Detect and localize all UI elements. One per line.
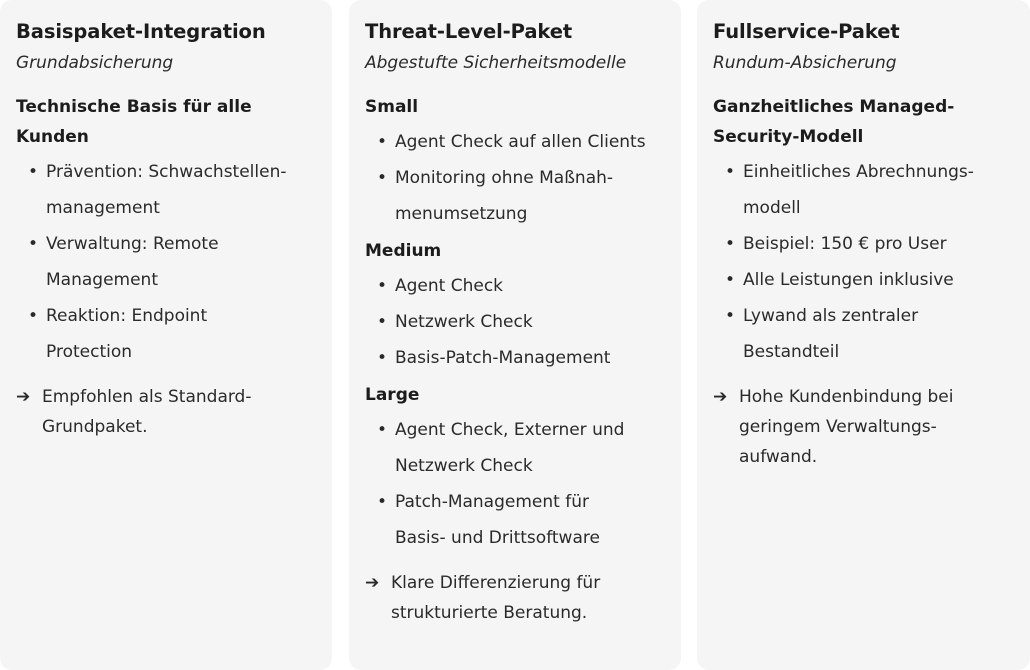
list-item-line: Agent Check, Externer und [395,420,625,440]
tier-heading-small: Small [365,97,419,117]
package-title: Basispaket-Integration [16,20,266,43]
section-heading [713,92,1014,152]
arrow-right-icon: ➔ [713,387,728,407]
arrow-right-icon: ➔ [16,387,31,407]
conclusion-line: geringem Verwaltungs- [739,417,937,437]
tier-heading-large: Large [365,385,420,405]
arrow-right-icon: ➔ [365,573,380,593]
list-item [713,262,1014,298]
tier-list-medium [365,268,665,376]
conclusion [365,568,665,628]
list-item [365,412,665,484]
package-subtitle: Rundum-Absicherung [713,53,897,73]
section-heading [16,92,316,152]
list-item-line: Monitoring ohne Maßnah- [395,168,614,188]
bullet-dot-icon: • [377,276,388,296]
list-item [16,226,316,298]
heading-line: Technische Basis für alle [16,97,252,117]
list-item [365,160,665,232]
list-item-line: Einheitliches Abrechnungs- [743,162,974,182]
conclusion [713,382,1014,472]
package-subtitle: Abgestufte Sicherheitsmodelle [365,53,627,73]
list-item-line: management [46,198,160,218]
list-item-line: Management [46,270,158,290]
heading-line: Kunden [16,127,89,147]
heading-line: Security-Modell [713,127,864,147]
feature-list [16,154,316,370]
list-item-line: Prävention: Schwachstellen- [46,162,287,182]
list-item-line: menumsetzung [395,204,528,224]
bullet-dot-icon: • [377,420,388,440]
list-item [16,298,316,370]
list-item-line: Verwaltung: Remote [46,234,219,254]
list-item [365,124,665,160]
bullet-dot-icon: • [377,348,388,368]
list-item-line: modell [743,198,801,218]
bullet-dot-icon: • [725,270,736,290]
package-subtitle: Grundabsicherung [16,53,174,73]
tier-list-large [365,412,665,556]
package-title: Threat-Level-Paket [365,20,573,43]
list-item [713,154,1014,226]
conclusion-line: Klare Differenzierung für [391,573,601,593]
list-item-line: Netzwerk Check [395,312,533,332]
list-item [365,304,665,340]
list-item-line: Agent Check auf allen Clients [395,132,646,152]
list-item [713,226,1014,262]
list-item [365,484,665,556]
bullet-dot-icon: • [725,234,736,254]
list-item-line: Patch-Management für [395,492,589,512]
package-title: Fullservice-Paket [713,20,900,43]
conclusion-line: aufwand. [739,447,818,467]
list-item [16,154,316,226]
list-item [713,298,1014,370]
bullet-dot-icon: • [28,306,39,326]
list-item-line: Protection [46,342,133,362]
list-item-line: Netzwerk Check [395,456,533,476]
bullet-dot-icon: • [725,306,736,326]
list-item-line: Beispiel: 150 € pro User [743,234,947,254]
bullet-dot-icon: • [28,234,39,254]
list-item-line: Alle Leistungen inklusive [743,270,954,290]
feature-list [713,154,1014,370]
list-item [365,340,665,376]
list-item-line: Lywand als zentraler [743,306,919,326]
bullet-dot-icon: • [377,492,388,512]
conclusion-line: Grundpaket. [42,417,148,437]
package-card-fullservice [697,0,1030,670]
bullet-dot-icon: • [377,132,388,152]
bullet-dot-icon: • [377,168,388,188]
bullet-dot-icon: • [377,312,388,332]
conclusion-line: strukturierte Beratung. [391,603,588,623]
conclusion-line: Hohe Kundenbindung bei [739,387,954,407]
package-card-basis [0,0,332,670]
list-item-line: Agent Check [395,276,504,296]
list-item-line: Reaktion: Endpoint [46,306,208,326]
list-item [365,268,665,304]
bullet-dot-icon: • [725,162,736,182]
tier-heading-medium: Medium [365,241,442,261]
tier-list-small [365,124,665,232]
list-item-line: Basis-Patch-Management [395,348,611,368]
conclusion-line: Empfohlen als Standard- [42,387,252,407]
list-item-line: Basis- und Drittsoftware [395,528,600,548]
package-card-threat-level [349,0,681,670]
list-item-line: Bestandteil [743,342,840,362]
conclusion [16,382,316,442]
bullet-dot-icon: • [28,162,39,182]
heading-line: Ganzheitliches Managed- [713,97,955,117]
